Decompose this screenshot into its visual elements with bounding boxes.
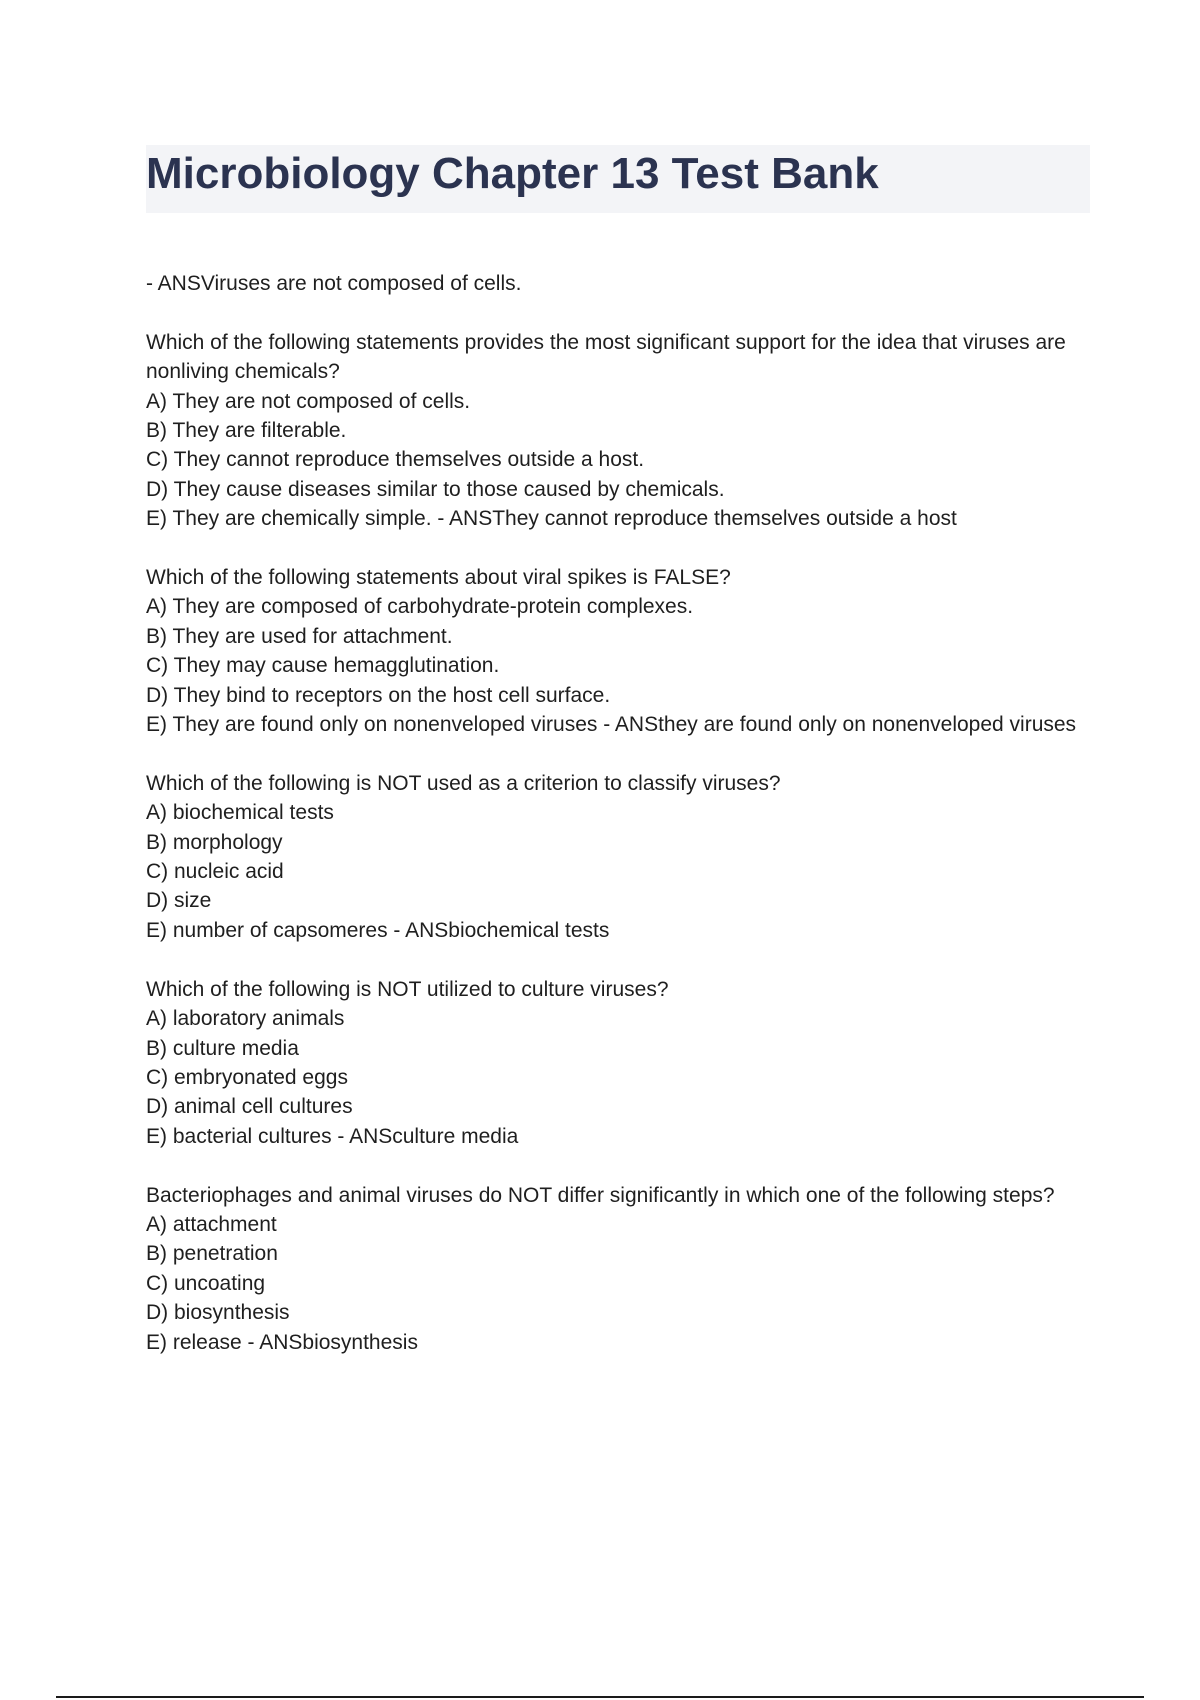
option-d: D) They cause diseases similar to those caused by chemicals. (146, 477, 725, 501)
option-a: A) laboratory animals (146, 1007, 345, 1031)
option-c: C) They may cause hemagglutination. (146, 654, 500, 678)
question-text: Which of the following is NOT used as a criterion to classify viruses? (146, 771, 781, 795)
option-b: B) They are filterable. (146, 419, 347, 443)
option-a: A) biochemical tests (146, 801, 334, 825)
document-title: Microbiology Chapter 13 Test Bank (146, 149, 879, 198)
document-body (146, 269, 1090, 1386)
option-d: D) biosynthesis (146, 1301, 290, 1325)
option-c: C) embryonated eggs (146, 1065, 348, 1089)
option-d: D) They bind to receptors on the host cell surface. (146, 683, 611, 707)
option-e-with-answer: E) They are found only on nonenveloped viruses - ANSthey are found only on nonenveloped viruses (146, 713, 1077, 737)
option-b: B) morphology (146, 830, 283, 854)
question-block-3 (146, 769, 1090, 945)
question-text: Bacteriophages and animal viruses do NOT differ significantly in which one of the following steps? (146, 1183, 1055, 1207)
option-d: D) animal cell cultures (146, 1095, 353, 1119)
intro-answer-block (146, 269, 1090, 298)
option-a: A) They are not composed of cells. (146, 389, 471, 413)
answer-line: - ANSViruses are not composed of cells. (146, 272, 522, 295)
question-block-5 (146, 1181, 1090, 1357)
footer-divider (56, 1696, 1144, 1698)
option-a: A) They are composed of carbohydrate-protein complexes. (146, 595, 694, 619)
option-b: B) penetration (146, 1242, 278, 1266)
option-e-with-answer: E) number of capsomeres - ANSbiochemical tests (146, 918, 610, 942)
question-text: Which of the following statements about viral spikes is FALSE? (146, 566, 731, 590)
question-text: Which of the following is NOT utilized to culture viruses? (146, 977, 669, 1001)
option-e-with-answer: E) They are chemically simple. - ANSThey cannot reproduce themselves outside a host (146, 507, 957, 531)
question-text: Which of the following statements provides the most significant support for the idea that viruses are nonliving chemicals? (146, 330, 1066, 384)
question-block-1 (146, 328, 1090, 534)
option-e-with-answer: E) release - ANSbiosynthesis (146, 1330, 418, 1354)
option-e-with-answer: E) bacterial cultures - ANSculture media (146, 1124, 519, 1148)
option-a: A) attachment (146, 1212, 277, 1236)
option-d: D) size (146, 889, 212, 913)
option-b: B) culture media (146, 1036, 299, 1060)
option-c: C) nucleic acid (146, 860, 284, 884)
option-b: B) They are used for attachment. (146, 624, 453, 648)
question-block-4 (146, 975, 1090, 1151)
question-block-2 (146, 563, 1090, 739)
option-c: C) uncoating (146, 1271, 266, 1295)
option-c: C) They cannot reproduce themselves outside a host. (146, 448, 645, 472)
